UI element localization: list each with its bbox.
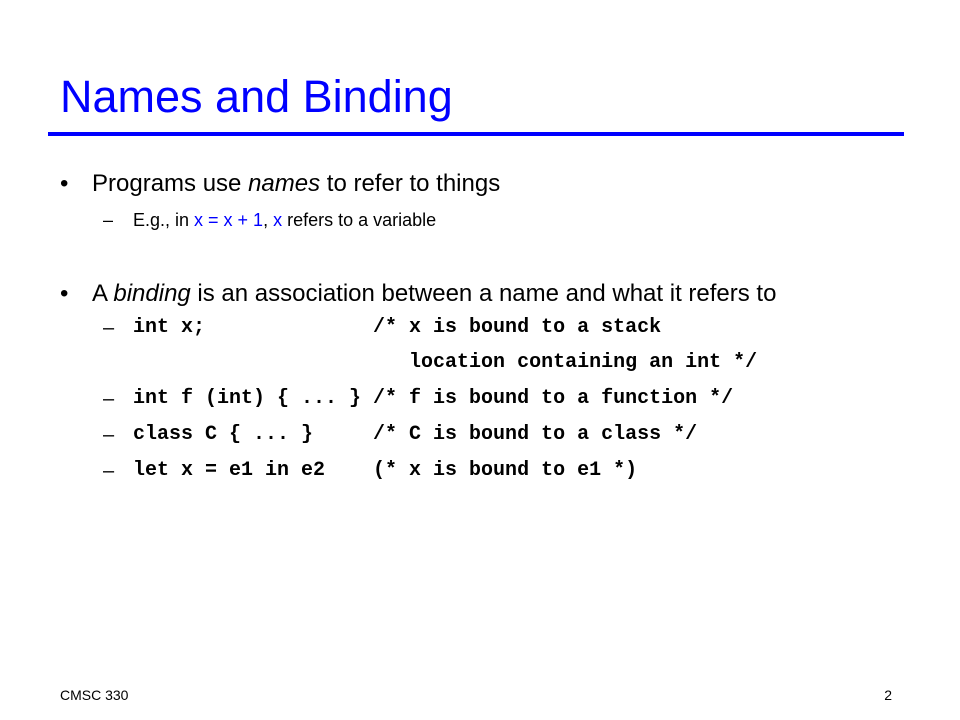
code-bullet-marker: – bbox=[103, 460, 115, 482]
sub-text-mid: , bbox=[263, 210, 274, 230]
code-line-int-x: int x; /* x is bound to a stack bbox=[133, 316, 662, 339]
code-line-int-f: int f (int) { ... } /* f is bound to a function */ bbox=[133, 387, 734, 410]
bullet-text-pre: A bbox=[92, 280, 114, 307]
code-bullet-marker: – bbox=[103, 317, 115, 339]
course-footer: CMSC 330 bbox=[60, 687, 129, 703]
bullet-programs-use-names bbox=[92, 172, 500, 196]
slide-number: 2 bbox=[884, 687, 892, 703]
bullet-text-pre: Programs use bbox=[92, 170, 249, 197]
bullet-text-post: to refer to things bbox=[320, 170, 501, 197]
code-line-let-x: let x = e1 in e2 (* x is bound to e1 *) bbox=[133, 459, 638, 482]
bullet-binding-definition bbox=[92, 282, 776, 306]
code-bullet-marker: – bbox=[103, 424, 115, 446]
sub-bullet-marker: – bbox=[103, 210, 114, 230]
code-bullet-marker: – bbox=[103, 388, 115, 410]
example-variable: x bbox=[273, 210, 283, 230]
slide-title: Names and Binding bbox=[60, 71, 453, 122]
sub-text-post: refers to a variable bbox=[282, 210, 437, 230]
bullet-marker: • bbox=[60, 170, 69, 197]
sub-bullet-example bbox=[133, 211, 436, 229]
example-expression: x = x + 1 bbox=[194, 210, 264, 230]
title-underline bbox=[48, 132, 904, 136]
bullet-text-emphasis: names bbox=[248, 170, 321, 197]
bullet-text-post: is an association between a name and what it refers to bbox=[190, 280, 777, 307]
code-line-class-c: class C { ... } /* C is bound to a class */ bbox=[133, 423, 698, 446]
bullet-marker: • bbox=[60, 280, 69, 307]
bullet-text-emphasis: binding bbox=[113, 280, 191, 307]
sub-text-pre: E.g., in bbox=[133, 210, 195, 230]
code-line-int-x-continued: location containing an int */ bbox=[133, 351, 758, 374]
